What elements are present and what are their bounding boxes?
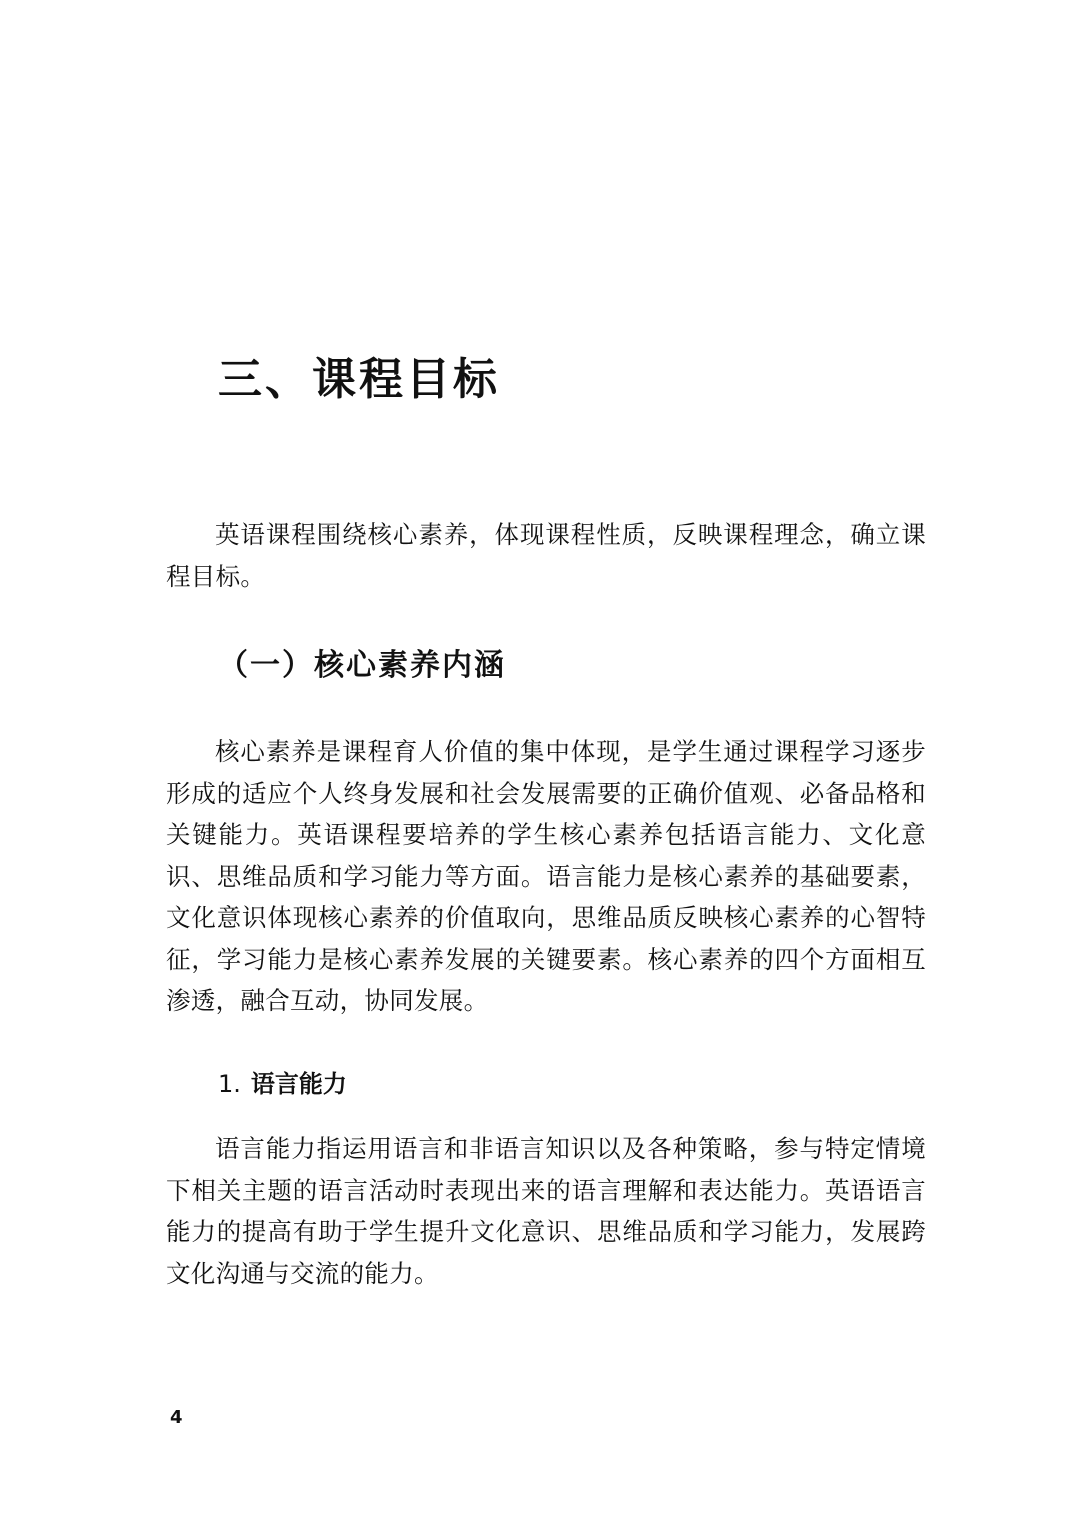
- subsection-paragraph: 语言能力指运用语言和非语言知识以及各种策略，参与特定情境下相关主题的语言活动时表现出来的语言理解和表达能力。英语语言能力的提高有助于学生提升文化意识、思维品质和学习能力，发展跨文化沟通与交流的能力。: [166, 1134, 926, 1288]
- section-paragraph: 核心素养是课程育人价值的集中体现，是学生通过课程学习逐步形成的适应个人终身发展和社会发展需要的正确价值观、必备品格和关键能力。英语课程要培养的学生核心素养包括语言能力、文化意识、思维品质和学习能力等方面。语言能力是核心素养的基础要素，文化意识体现核心素养的价值取向，思维品质反映核心素养的心智特征，学习能力是核心素养发展的关键要素。核心素养的四个方面相互渗透，融合互动，协同发展。: [166, 737, 926, 1015]
- page-number: 4: [170, 1407, 183, 1428]
- subsection-title: 语言能力: [250, 1070, 347, 1098]
- subsection-heading: [218, 1066, 347, 1102]
- section-title: （一）核心素养内涵: [218, 648, 506, 683]
- subsection-number: 1.: [218, 1070, 241, 1098]
- intro-paragraph: 英语课程围绕核心素养，体现课程性质，反映课程理念，确立课程目标。: [166, 520, 926, 591]
- chapter-title: 三、课程目标: [218, 354, 500, 405]
